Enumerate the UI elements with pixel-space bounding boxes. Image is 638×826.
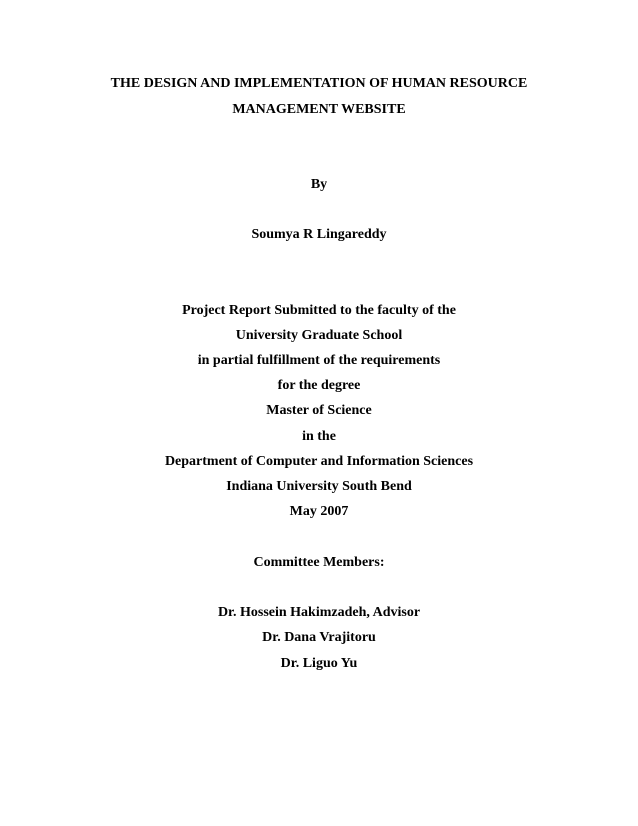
submission-line-1: Project Report Submitted to the faculty of the bbox=[182, 303, 456, 318]
by-label: By bbox=[310, 177, 328, 192]
submission-date: May 2007 bbox=[289, 504, 349, 519]
submission-line-2: University Graduate School bbox=[235, 328, 403, 343]
submission-line-6: in the bbox=[302, 429, 336, 444]
submission-line-8: Indiana University South Bend bbox=[226, 479, 412, 494]
submission-line-3: in partial fulfillment of the requirements bbox=[197, 353, 441, 368]
committee-heading: Committee Members: bbox=[253, 555, 385, 570]
author-name: Soumya R Lingareddy bbox=[251, 227, 387, 242]
committee-member-3: Dr. Liguo Yu bbox=[280, 656, 358, 671]
submission-line-5: Master of Science bbox=[266, 403, 372, 418]
committee-member-2: Dr. Dana Vrajitoru bbox=[262, 630, 376, 645]
report-title-line-1: THE DESIGN AND IMPLEMENTATION OF HUMAN RESOURCE bbox=[110, 76, 528, 91]
report-title-line-2: MANAGEMENT WEBSITE bbox=[232, 102, 406, 117]
submission-line-4: for the degree bbox=[277, 378, 361, 393]
submission-line-7: Department of Computer and Information Sciences bbox=[164, 454, 474, 469]
committee-member-1: Dr. Hossein Hakimzadeh, Advisor bbox=[217, 605, 421, 620]
